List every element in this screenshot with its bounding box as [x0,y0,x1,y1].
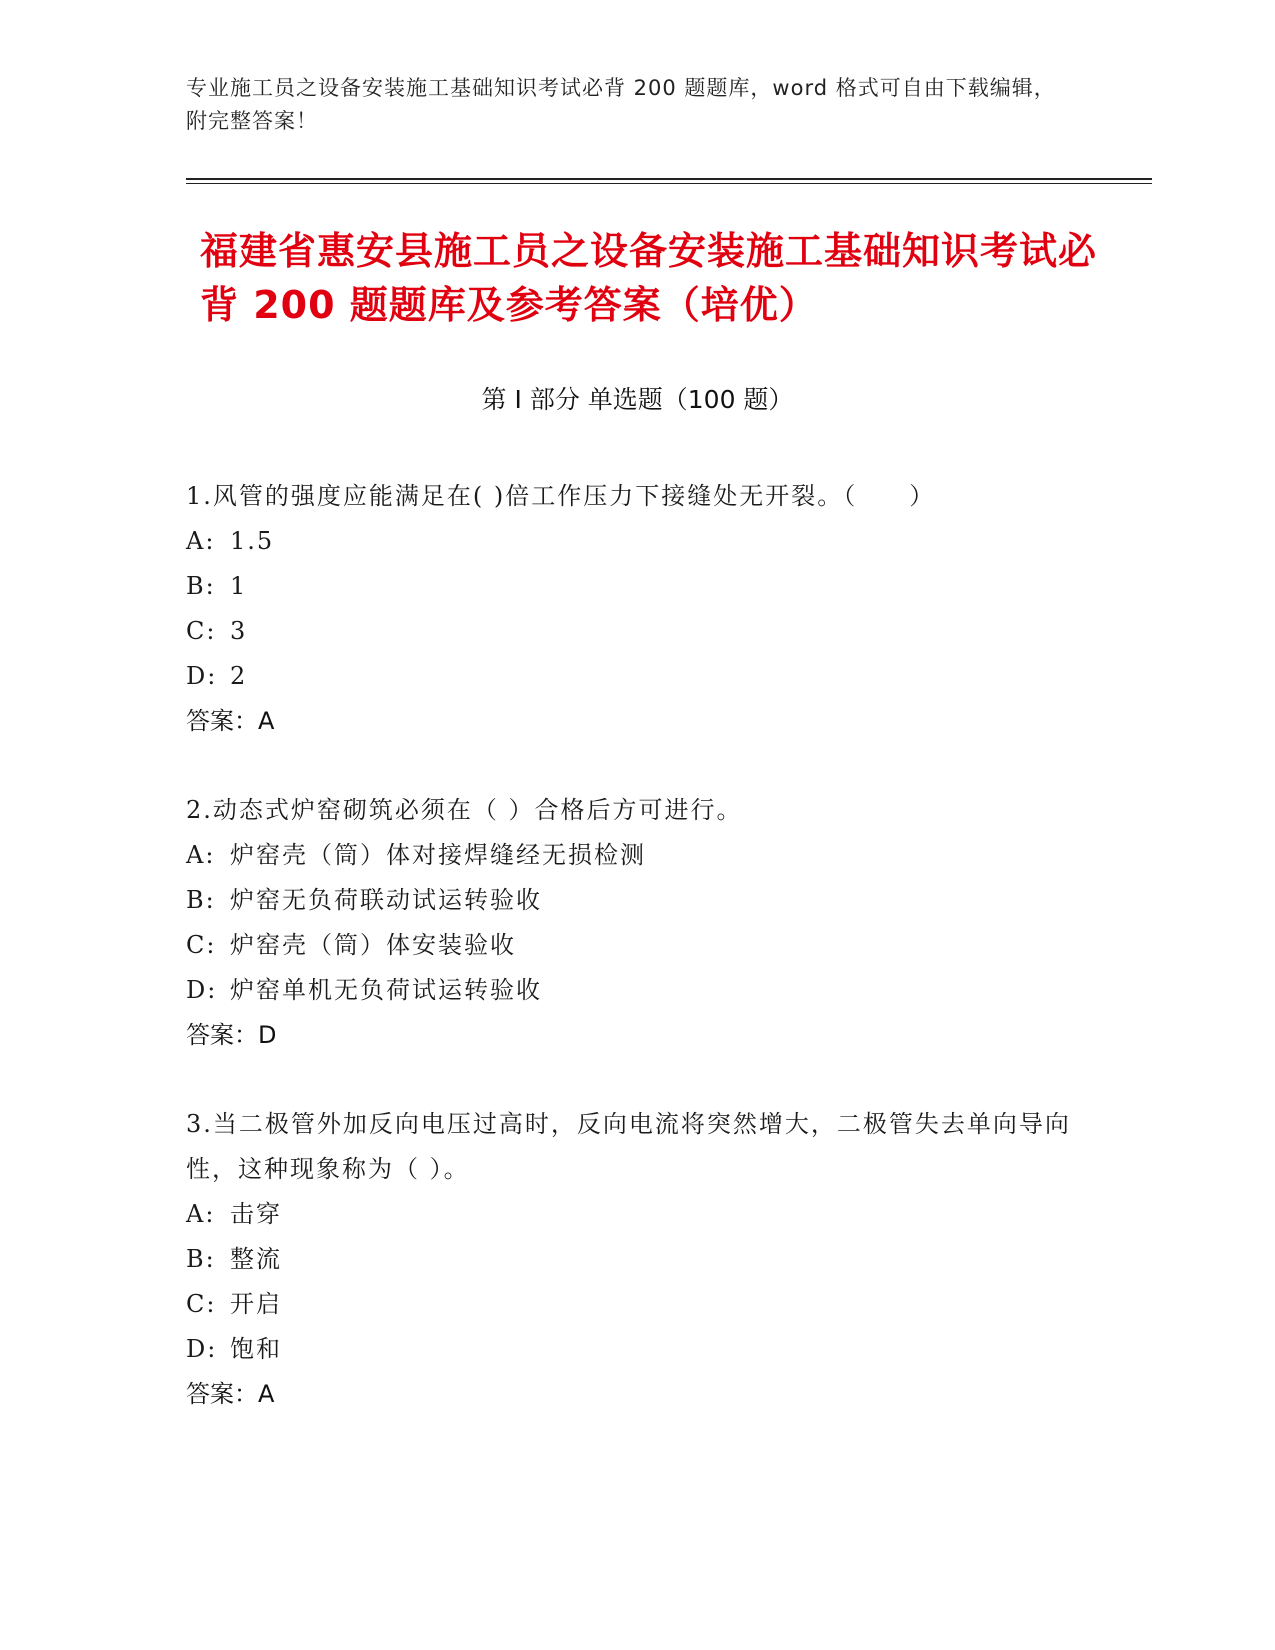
answer-line: 答案：A [186,707,275,735]
section-title: 第 I 部分 单选题（100 题） [481,385,794,414]
option-letter: A: [186,841,216,869]
option-letter: C: [186,1290,217,1318]
header-divider-thin [186,183,1152,184]
option-text: 1.5 [230,527,275,555]
option-text: 炉窑无负荷联动试运转验收 [230,886,542,914]
option-text: 炉窑单机无负荷试运转验收 [230,976,542,1004]
option-letter: C: [186,931,217,959]
option-b [186,564,1086,609]
option-text: 1 [230,572,248,600]
option-letter: A: [186,527,216,555]
answer-line: 答案：D [186,1021,277,1049]
option-c [186,1282,1086,1327]
option-letter: D: [186,1335,218,1363]
option-text: 整流 [230,1245,282,1273]
option-c [186,609,1086,654]
question-stem: 2.动态式炉窑砌筑必须在（ ）合格后方可进行。 [186,796,743,824]
option-text: 3 [230,617,248,645]
option-letter: D: [186,662,218,690]
header-divider-thick [186,178,1152,180]
question-block [186,474,1086,744]
option-letter: B: [186,572,216,600]
option-a [186,833,1086,878]
option-a [186,1192,1086,1237]
option-text: 炉窑壳（筒）体安装验收 [230,931,516,959]
option-text: 饱和 [230,1335,282,1363]
document-title: 福建省惠安县施工员之设备安装施工基础知识考试必背 200 题题库及参考答案（培优） [200,229,1098,327]
option-d [186,654,1086,699]
option-d [186,1327,1086,1372]
option-text: 炉窑壳（筒）体对接焊缝经无损检测 [230,841,646,869]
option-a [186,519,1086,564]
header-note: 专业施工员之设备安装施工基础知识考试必背 200 题题库，word 格式可自由下载编辑，附完整答案！ [186,76,1056,133]
question-stem: 3.当二极管外加反向电压过高时，反向电流将突然增大，二极管失去单向导向性，这种现象称为（ ）。 [186,1110,1071,1183]
option-text: 击穿 [230,1200,282,1228]
option-text: 开启 [230,1290,282,1318]
option-letter: A: [186,1200,216,1228]
answer-line: 答案：A [186,1380,275,1408]
question-stem: 1.风管的强度应能满足在( )倍工作压力下接缝处无开裂。（ ） [186,482,936,510]
option-letter: D: [186,976,218,1004]
option-letter: B: [186,886,216,914]
option-c [186,923,1086,968]
option-letter: C: [186,617,217,645]
option-text: 2 [230,662,248,690]
option-d [186,968,1086,1013]
option-b [186,1237,1086,1282]
option-letter: B: [186,1245,216,1273]
option-b [186,878,1086,923]
question-block [186,1102,1086,1417]
question-block [186,788,1086,1058]
